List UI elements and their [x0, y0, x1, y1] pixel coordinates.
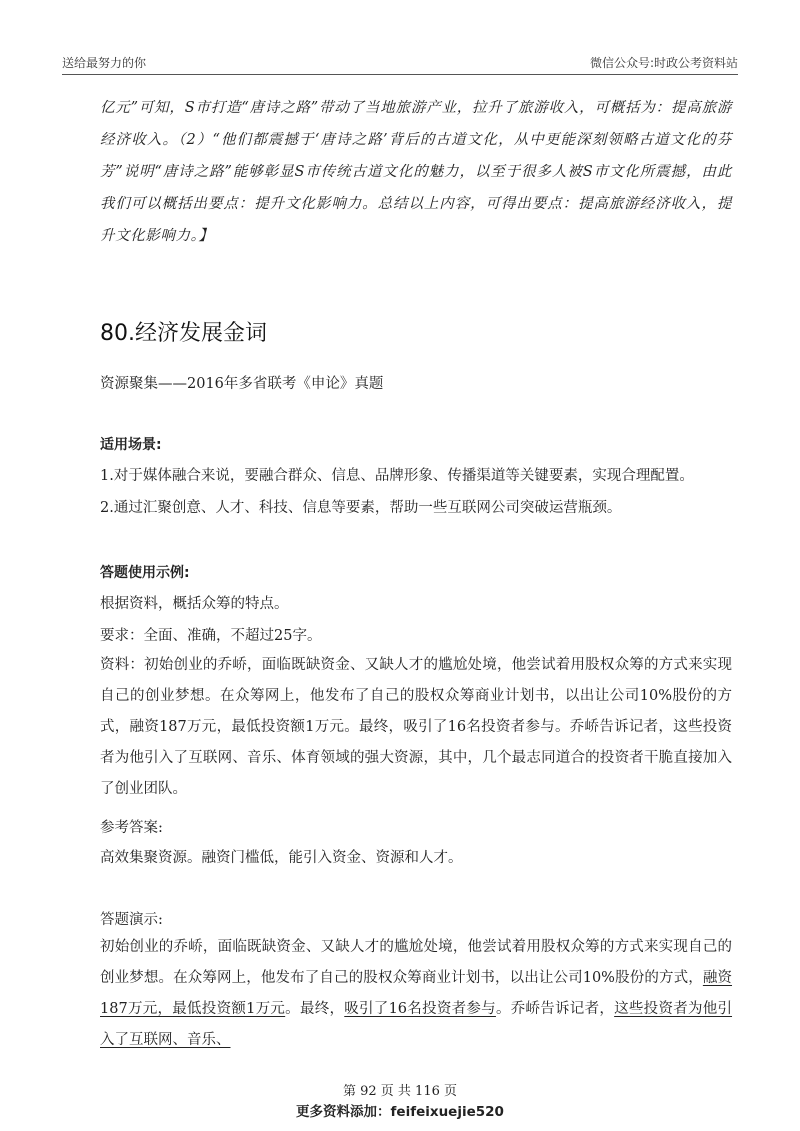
- question-text: 根据资料，概括众筹的特点。: [100, 596, 289, 612]
- header-left-text: 送给最努力的你: [62, 56, 147, 70]
- requirement-text: 要求：全面、准确，不超过25字。: [100, 628, 322, 644]
- page-number: 第 92 页 共 116 页: [342, 1084, 458, 1099]
- source-line: 资源聚集——2016年多省联考《申论》真题: [100, 376, 384, 392]
- demo-underline-1: 融资187万元，最低投资额1万元: [100, 970, 733, 1017]
- demo-heading: 答题演示:: [100, 912, 163, 928]
- page-header: [62, 52, 738, 75]
- demo-underline-3: 这些投资者为他引入了互联网、音乐、: [100, 1001, 733, 1048]
- example-heading: 答题使用示例:: [100, 565, 190, 581]
- scene-item-2: 2.通过汇聚创意、人才、科技、信息等要素，帮助一些互联网公司突破运营瓶颈。: [100, 500, 622, 516]
- demo-paragraph: [100, 932, 732, 1056]
- demo-text-2: 。最终，: [285, 1001, 345, 1017]
- answer-text: 高效集聚资源。融资门槛低，能引入资金、资源和人才。: [100, 850, 463, 866]
- material-paragraph: 资料：初始创业的乔峤，面临既缺资金、又缺人才的尴尬处境，他尝试着用股权众筹的方式来实现自己的创业梦想。在众筹网上，他发布了自己的股权众筹商业计划书，以出让公司10%股份的方式，融资187万元，最低投资额1万元。最终，吸引了16名投资者参与。乔峤告诉记者，这些投资者为他引入了互联网、音乐、体育领域的强大资源，其中，几个最志同道合的投资者干脆直接加入了创业团队。: [100, 657, 732, 797]
- scene-item-1: 1.对于媒体融合来说，要融合群众、信息、品牌形象、传播渠道等关键要素，实现合理配置。: [100, 468, 694, 484]
- footer-contact: 更多资料添加：feifeixuejie520: [296, 1104, 504, 1120]
- scenes-heading: 适用场景:: [100, 437, 162, 453]
- demo-text-1: 初始创业的乔峤，面临既缺资金、又缺人才的尴尬处境，他尝试着用股权众筹的方式来实现自己的创业梦想。在众筹网上，他发布了自己的股权众筹商业计划书，以出让公司10%股份的方式，: [100, 939, 732, 986]
- answer-heading: 参考答案:: [100, 820, 163, 836]
- continued-paragraph: 亿元”可知，S市打造“唐诗之路”带动了当地旅游产业，拉升了旅游收入，可概括为：提高旅游经济收入。（2）“他们都震撼于‘唐诗之路’背后的古道文化，从中更能深刻领略古道文化的芬芳”说明“唐诗之路”能够彰显S市传统古道文化的魅力，以至于很多人被S市文化所震撼，由此我们可以概括出要点：提升文化影响力。总结以上内容，可得出要点：提高旅游经济收入，提升文化影响力。】: [100, 100, 732, 244]
- header-right-text: 微信公众号:时政公考资料站: [589, 56, 738, 70]
- demo-text-3: 。乔峤告诉记者，: [495, 1001, 615, 1017]
- section-title: 80.经济发展金词: [100, 321, 267, 346]
- demo-underline-2: 吸引了16名投资者参与: [344, 1001, 496, 1017]
